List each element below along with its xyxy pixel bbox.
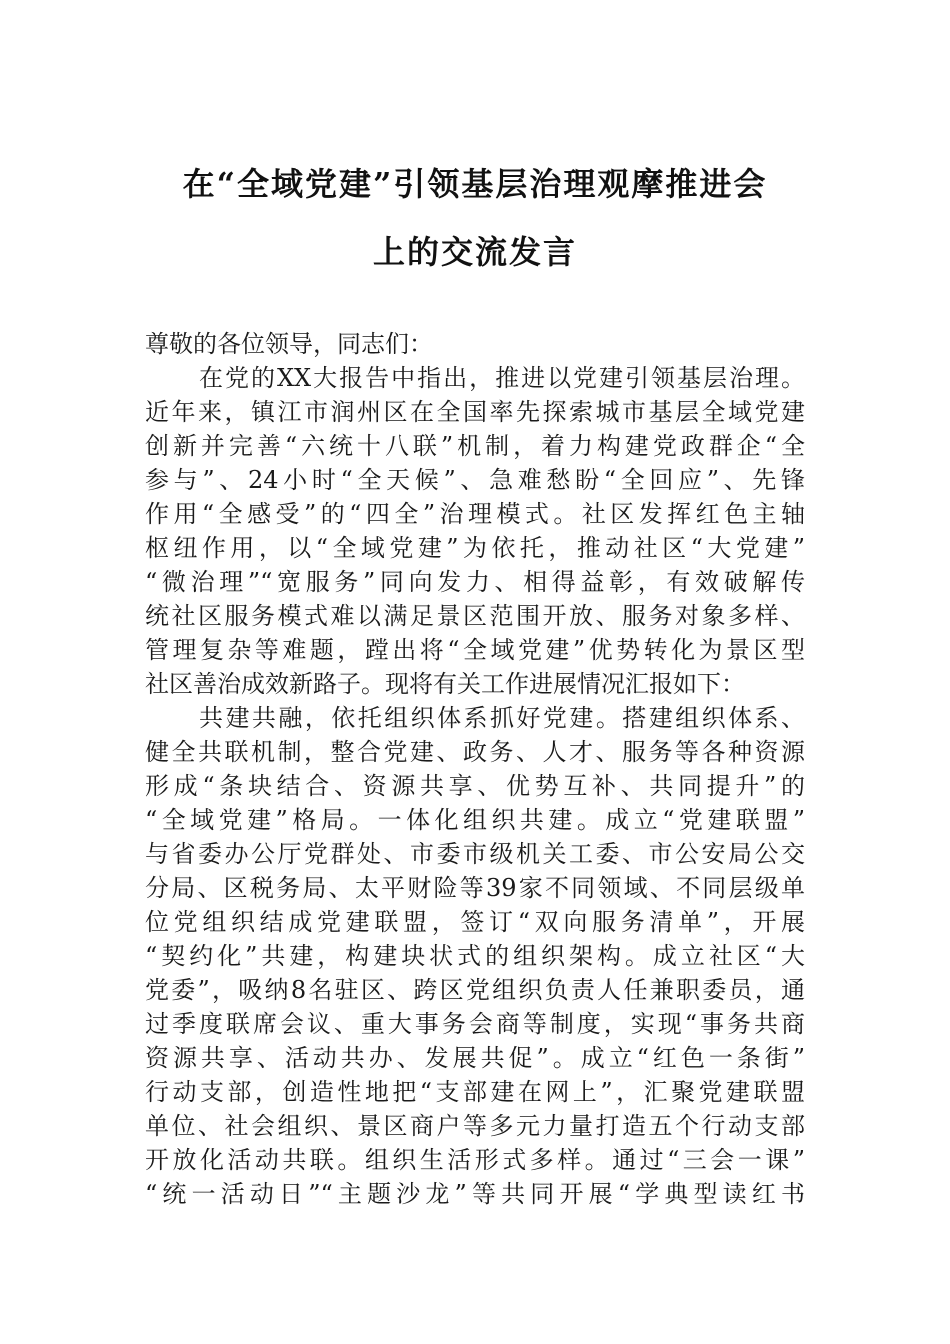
paragraph-line: 共建共融，依托组织体系抓好党建。搭建组织体系、 (199, 704, 805, 732)
paragraph-line: “微治理”“宽服务”同向发力、相得益彰，有效破解传 (145, 568, 805, 596)
paragraph-line: 党委”，吸纳8名驻区、跨区党组织负责人任兼职委员，通 (145, 976, 805, 1004)
paragraph-line: “全域党建”格局。一体化组织共建。成立“党建联盟” (145, 806, 805, 834)
paragraph-line: 作用“全感受”的“四全”治理模式。社区发挥红色主轴 (145, 500, 805, 528)
paragraph-line: 单位、社会组织、景区商户等多元力量打造五个行动支部 (145, 1112, 805, 1140)
paragraph-line: 在党的XX大报告中指出，推进以党建引领基层治理。 (199, 364, 805, 392)
document-title-line-1: 在“全域党建”引领基层治理观摩推进会 (182, 165, 768, 203)
document-title-line-2: 上的交流发言 (372, 233, 577, 271)
paragraph-line: 健全共联机制，整合党建、政务、人才、服务等各种资源 (145, 738, 805, 766)
paragraph-line: 社区善治成效新路子。现将有关工作进展情况汇报如下： (145, 670, 745, 698)
paragraph-line: 统社区服务模式难以满足景区范围开放、服务对象多样、 (145, 602, 805, 630)
paragraph-line: 分局、区税务局、太平财险等39家不同领域、不同层级单 (145, 874, 805, 902)
paragraph-line: 开放化活动共联。组织生活形式多样。通过“三会一课” (145, 1146, 805, 1174)
paragraph-line: 资源共享、活动共办、发展共促”。成立“红色一条街” (145, 1044, 805, 1072)
paragraph-line: 枢纽作用，以“全域党建”为依托，推动社区“大党建” (145, 534, 805, 562)
paragraph-line: 创新并完善“六统十八联”机制，着力构建党政群企“全 (145, 432, 805, 460)
paragraph-line: 行动支部，创造性地把“支部建在网上”，汇聚党建联盟 (145, 1078, 805, 1106)
paragraph-line: 参与”、24小时“全天候”、急难愁盼“全回应”、先锋 (145, 466, 805, 494)
paragraph-line: 过季度联席会议、重大事务会商等制度，实现“事务共商 (145, 1010, 805, 1038)
paragraph-line: 管理复杂等难题，蹚出将“全域党建”优势转化为景区型 (145, 636, 805, 664)
paragraph-line: 形成“条块结合、资源共享、优势互补、共同提升”的 (145, 772, 805, 800)
paragraph-line: 位党组织结成党建联盟，签订“双向服务清单”，开展 (145, 908, 805, 936)
paragraph-line: “契约化”共建，构建块状式的组织架构。成立社区“大 (145, 942, 805, 970)
paragraph-line: 近年来，镇江市润州区在全国率先探索城市基层全域党建 (145, 398, 805, 426)
salutation: 尊敬的各位领导，同志们： (145, 330, 433, 358)
paragraph-line: “统一活动日”“主题沙龙”等共同开展“学典型读红书 (145, 1180, 805, 1208)
paragraph-line: 与省委办公厅党群处、市委市级机关工委、市公安局公交 (145, 840, 805, 868)
